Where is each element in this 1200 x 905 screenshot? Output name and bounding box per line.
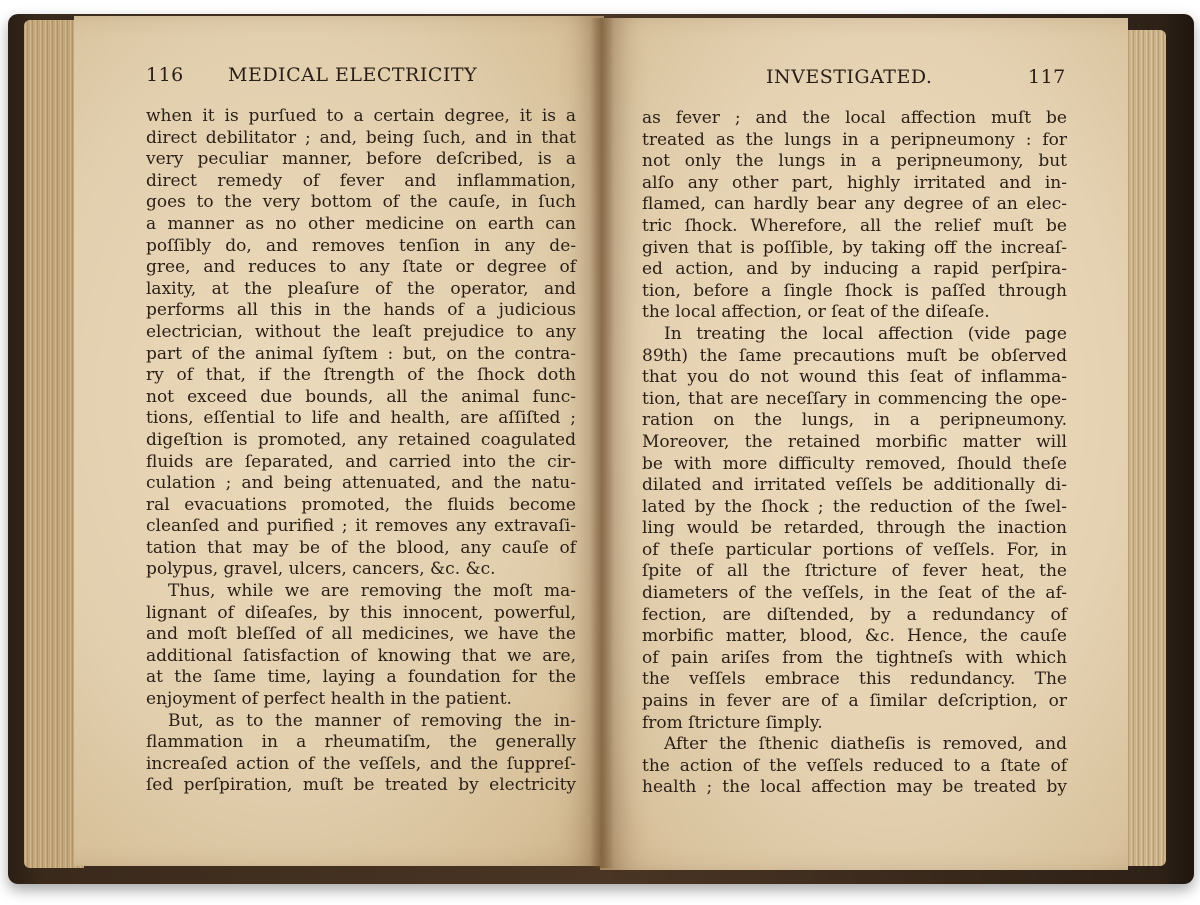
right-page [600,18,1128,870]
text-line: 89th) the ſame precautions muſt be obſerved [642,345,1067,366]
text-line: ſed perſpiration, muſt be treated by electricity [146,775,576,796]
text-line: ration on the lungs, in a peripneumony. [642,410,1067,431]
text-line: health ; the local affection may be treated by [642,777,1067,798]
text-line: lated by the ſhock ; the reduction of the ſwel- [642,496,1067,517]
text-line: ſpite of all the ſtricture of fever heat, the [642,561,1067,582]
text-line: and moſt bleſſed of all medicines, we have the [146,624,576,645]
right-running-head: INVESTIGATED. [766,66,933,88]
left-page-number: 116 [146,64,184,86]
text-line: of pain ariſes from the tightneſs with which [642,647,1067,668]
text-line: ed action, and by inducing a rapid perſpira- [642,259,1067,280]
text-line: at the ſame time, laying a foundation for the [146,667,576,688]
text-line: fluids are ſeparated, and carried into the cir- [146,451,576,472]
text-line: tric ſhock. Wherefore, all the relief muſt be [642,215,1067,236]
text-line: electrician, without the leaſt prejudice to any [146,321,576,342]
text-line: as fever ; and the local affection muſt be [642,108,1067,128]
text-line: that you do not wound this ſeat of inflamma- [642,367,1067,388]
text-line: from ſtricture ſimply. [642,712,823,733]
text-line: After the ſthenic diatheſis is removed, and [664,734,1067,755]
left-running-head: MEDICAL ELECTRICITY [228,64,478,86]
text-line: flammation in a rheumatiſm, the generally [146,732,576,753]
text-line: the local affection, or ſeat of the diſeaſe. [642,302,990,323]
text-line: enjoyment of perfect health in the patient. [146,689,512,710]
text-line: tion, that are neceſſary in commencing the ope- [642,388,1067,409]
text-line: diameters of the veſſels, in the ſeat of the af- [642,583,1067,604]
text-line: Moreover, the retained morbific matter will [642,431,1067,452]
text-line: the veſſels embrace this redundancy. The [642,669,1067,690]
text-line: ral evacuations promoted, the fluids become [146,494,576,515]
text-line: tation that may be of the blood, any cauſe of [146,537,576,558]
text-line: increaſed action of the veſſels, and the ſuppreſ- [146,753,576,774]
left-page [74,16,604,866]
text-line: goes to the very bottom of the cauſe, in ſuch [146,192,576,213]
text-line: tion, before a ſingle ſhock is paſſed through [642,280,1067,301]
text-line: lignant of diſeaſes, by this innocent, powerful, [146,602,576,623]
left-page-text [146,106,576,797]
text-line: ry of that, if the ſtrength of the ſhock doth [146,365,576,386]
text-line: gree, and reduces to any ſtate or degree of [146,257,576,278]
text-line: dilated and irritated veſſels be additionally di- [642,475,1067,496]
text-line: polypus, gravel, ulcers, cancers, &c. &c. [146,559,496,580]
text-line: morbific matter, blood, &c. Hence, the cauſe [642,626,1067,647]
text-line: not exceed due bounds, all the animal func- [146,386,576,407]
text-line: additional ſatisfaction of knowing that we are, [146,645,576,666]
text-line: flamed, can hardly bear any degree of an elec- [642,194,1067,215]
text-line: Thus, while we are removing the moſt ma- [168,581,576,602]
text-line: In treating the local affection (vide page [664,323,1067,344]
text-line: very peculiar manner, before deſcribed, is a [146,149,576,170]
text-line: But, as to the manner of removing the in- [168,710,576,731]
text-line: a manner as no other medicine on earth can [146,213,576,234]
text-line: part of the animal ſyſtem : but, on the contra- [146,343,576,364]
text-line: fection, are diſtended, by a redundancy of [642,604,1067,625]
text-line: performs all this in the hands of a judicious [146,300,576,321]
book-gutter [590,18,614,868]
text-line: the action of the veſſels reduced to a ſtate of [642,755,1067,776]
text-line: direct remedy of fever and inflammation, [146,170,576,191]
text-line: poſſibly do, and removes tenſion in any de- [146,235,576,256]
text-line: pains in fever are of a ſimilar deſcription, or [642,691,1067,712]
text-line: be with more difficulty removed, ſhould theſe [642,453,1067,474]
text-line: digeſtion is promoted, any retained coagulated [146,429,576,450]
text-line: alſo any other part, highly irritated and in- [642,172,1067,193]
text-line: direct debilitator ; and, being ſuch, and in that [146,127,576,148]
text-line: cleanſed and purified ; it removes any extravaſi- [146,516,576,537]
text-line: treated as the lungs in a peripneumony : for [642,129,1067,150]
text-line: culation ; and being attenuated, and the natu- [146,473,576,494]
right-page-number: 117 [1028,66,1066,88]
text-line: laxity, at the pleaſure of the operator, and [146,278,576,299]
right-page-text [642,108,1067,799]
text-line: ling would be retarded, through the inaction [642,518,1067,539]
text-line: not only the lungs in a peripneumony, but [642,151,1067,172]
text-line: given that is poſſible, by taking off the increaſ- [642,237,1067,258]
text-line: when it is purſued to a certain degree, it is a [146,106,576,126]
text-line: of theſe particular portions of veſſels. For, in [642,539,1067,560]
text-line: tions, eſſential to life and health, are aſſiſted ; [146,408,576,429]
